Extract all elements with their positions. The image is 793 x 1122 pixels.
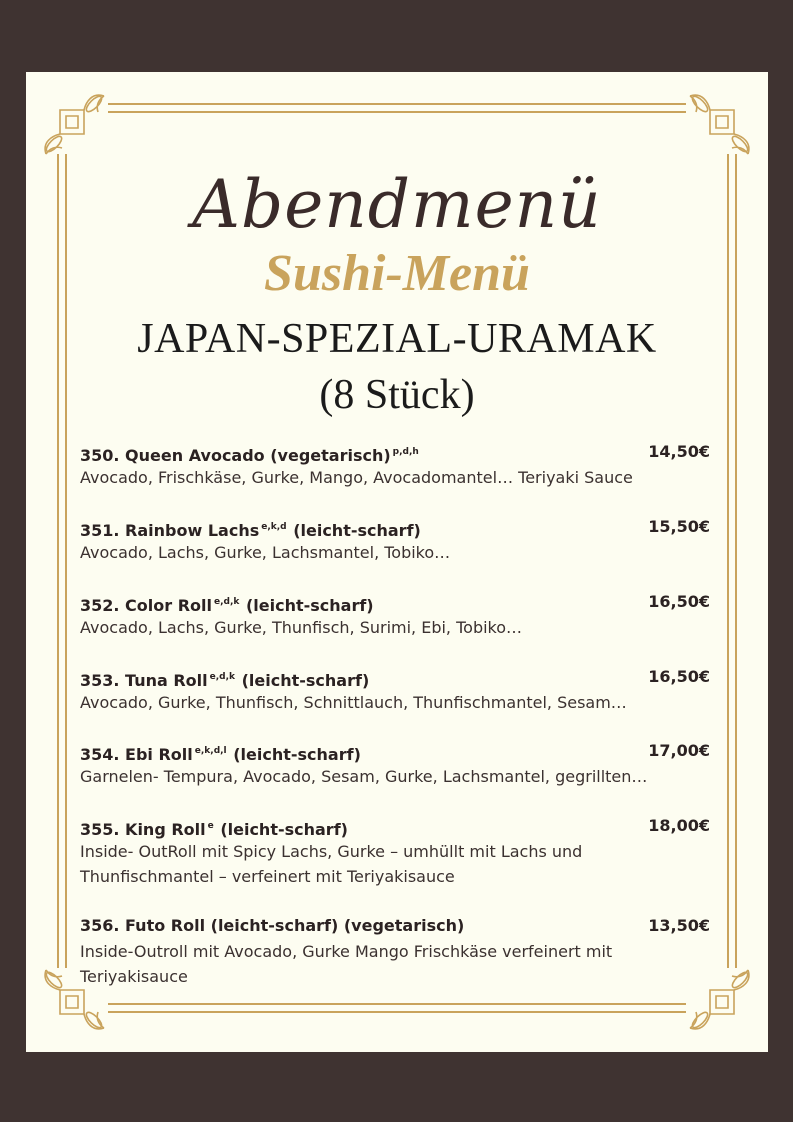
- menu-item: [80, 515, 710, 565]
- item-description: Inside-Outroll mit Avocado, Gurke Mango Frischkäse verfeinert mit: [80, 942, 613, 961]
- menu-page: [26, 72, 768, 1052]
- item-allergens: e,d,k: [209, 672, 236, 682]
- item-name: 353. Tuna Roll: [80, 671, 208, 690]
- item-price: 16,50€: [648, 592, 710, 611]
- item-description: Inside- OutRoll mit Spicy Lachs, Gurke – umhüllt mit Lachs und: [80, 842, 583, 861]
- item-title: [80, 914, 464, 938]
- item-suffix: (leicht-scharf): [293, 521, 421, 540]
- corner-ornament-icon: [40, 90, 110, 160]
- item-description: Avocado, Lachs, Gurke, Thunfisch, Surimi, Ebi, Tobiko…: [80, 618, 523, 637]
- item-name: 354. Ebi Roll: [80, 745, 193, 764]
- item-title: [80, 739, 361, 767]
- item-price: 13,50€: [648, 916, 710, 935]
- section-pieces: (8 Stück): [319, 372, 475, 418]
- item-name: 356. Futo Roll (leicht-scharf) (vegetarisch): [80, 916, 465, 935]
- menu-title: Abendmenü: [192, 166, 602, 243]
- item-suffix: (leicht-scharf): [241, 671, 370, 690]
- item-description: Avocado, Gurke, Thunfisch, Schnittlauch, Thunfischmantel, Sesam…: [80, 693, 627, 712]
- menu-item: [80, 440, 710, 490]
- item-description: Garnelen- Tempura, Avocado, Sesam, Gurke, Lachsmantel, gegrillten…: [80, 767, 648, 786]
- item-suffix: (leicht-scharf): [245, 596, 374, 615]
- item-allergens: e: [207, 821, 214, 831]
- item-title: [80, 440, 420, 468]
- section-heading: JAPAN-SPEZIAL-URAMAK: [137, 316, 657, 362]
- menu-item: [80, 590, 710, 640]
- item-description: Teriyakisauce: [80, 967, 188, 986]
- corner-ornament-icon: [684, 90, 754, 160]
- item-allergens: e,d,k: [214, 597, 240, 607]
- item-description: Avocado, Frischkäse, Gurke, Mango, Avocadomantel… Teriyaki Sauce: [80, 468, 633, 487]
- menu-item: [80, 914, 710, 989]
- item-name: 350. Queen Avocado (vegetarisch): [80, 446, 391, 465]
- item-name: 352. Color Roll: [80, 596, 212, 615]
- menu-item: [80, 814, 710, 889]
- item-suffix: (leicht-scharf): [233, 745, 361, 764]
- item-allergens: e,k,d,l: [194, 746, 227, 756]
- item-title: [80, 665, 369, 693]
- item-price: 18,00€: [648, 816, 710, 835]
- item-title: [80, 515, 421, 543]
- item-price: 16,50€: [648, 667, 710, 686]
- item-description: Avocado, Lachs, Gurke, Lachsmantel, Tobiko…: [80, 543, 451, 562]
- item-price: 14,50€: [648, 442, 710, 461]
- item-title: [80, 590, 374, 618]
- menu-item: [80, 665, 710, 715]
- item-name: 351. Rainbow Lachs: [80, 521, 260, 540]
- item-suffix: (leicht-scharf): [220, 820, 348, 839]
- item-allergens: p,d,h: [392, 447, 419, 457]
- item-title: [80, 814, 348, 842]
- menu-subtitle: Sushi-Menü: [264, 245, 530, 302]
- item-name: 355. King Roll: [80, 820, 206, 839]
- menu-item: [80, 739, 710, 789]
- item-price: 15,50€: [648, 517, 710, 536]
- item-allergens: e,k,d: [261, 522, 287, 532]
- item-description: Thunfischmantel – verfeinert mit Teriyakisauce: [80, 867, 455, 886]
- item-price: 17,00€: [648, 741, 710, 760]
